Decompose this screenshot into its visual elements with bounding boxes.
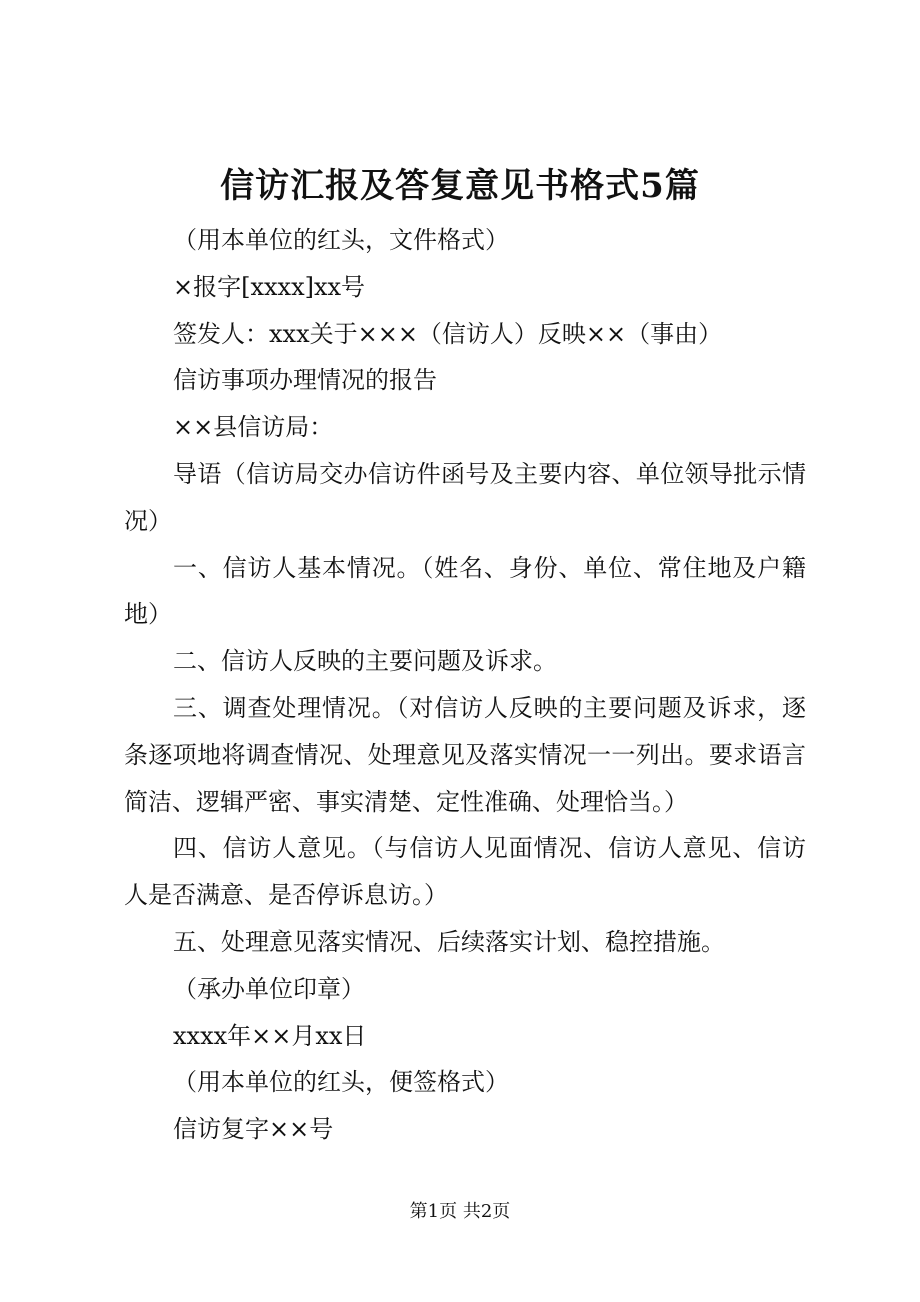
paragraph-section-2: 二、信访人反映的主要问题及诉求。 [173,647,557,676]
document-body [124,217,806,1153]
paragraph-reply-number: 信访复字××号 [173,1115,334,1144]
paragraph-letterhead-note: （用本单位的红头，文件格式） [173,226,509,254]
paragraph-report-title: 信访事项办理情况的报告 [173,366,437,395]
paragraph-seal-note: （承办单位印章） [173,974,365,1003]
paragraph-memo-note: （用本单位的红头，便签格式） [173,1068,509,1097]
paragraph-doc-number: ×报字[xxxx]xx号 [173,272,366,301]
document-title: 信访汇报及答复意见书格式5篇 [220,166,700,206]
paragraph-issuer: 签发人：xxx关于×××（信访人）反映××（事由） [173,319,723,348]
paragraph-section-5: 五、处理意见落实情况、后续落实计划、稳控措施。 [173,927,725,956]
paragraph-date: xxxx年××月xx日 [173,1021,367,1050]
paragraph-recipient: ××县信访局： [173,413,334,442]
page-footer: 第1页 共2页 [409,1201,511,1222]
paragraph-section-4: 四、信访人意见。（与信访人见面情况、信访人意见、信访人是否满意、是否停诉息访。） [124,834,806,910]
paragraph-section-1: 一、信访人基本情况。（姓名、身份、单位、常住地及户籍地） [124,553,806,629]
paragraph-section-3: 三、调查处理情况。（对信访人反映的主要问题及诉求，逐条逐项地将调查情况、处理意见及落实情况一一列出。要求语言简洁、逻辑严密、事实清楚、定性准确、处理恰当。） [124,693,806,816]
paragraph-intro: 导语（信访局交办信访件函号及主要内容、单位领导批示情况） [124,459,806,535]
